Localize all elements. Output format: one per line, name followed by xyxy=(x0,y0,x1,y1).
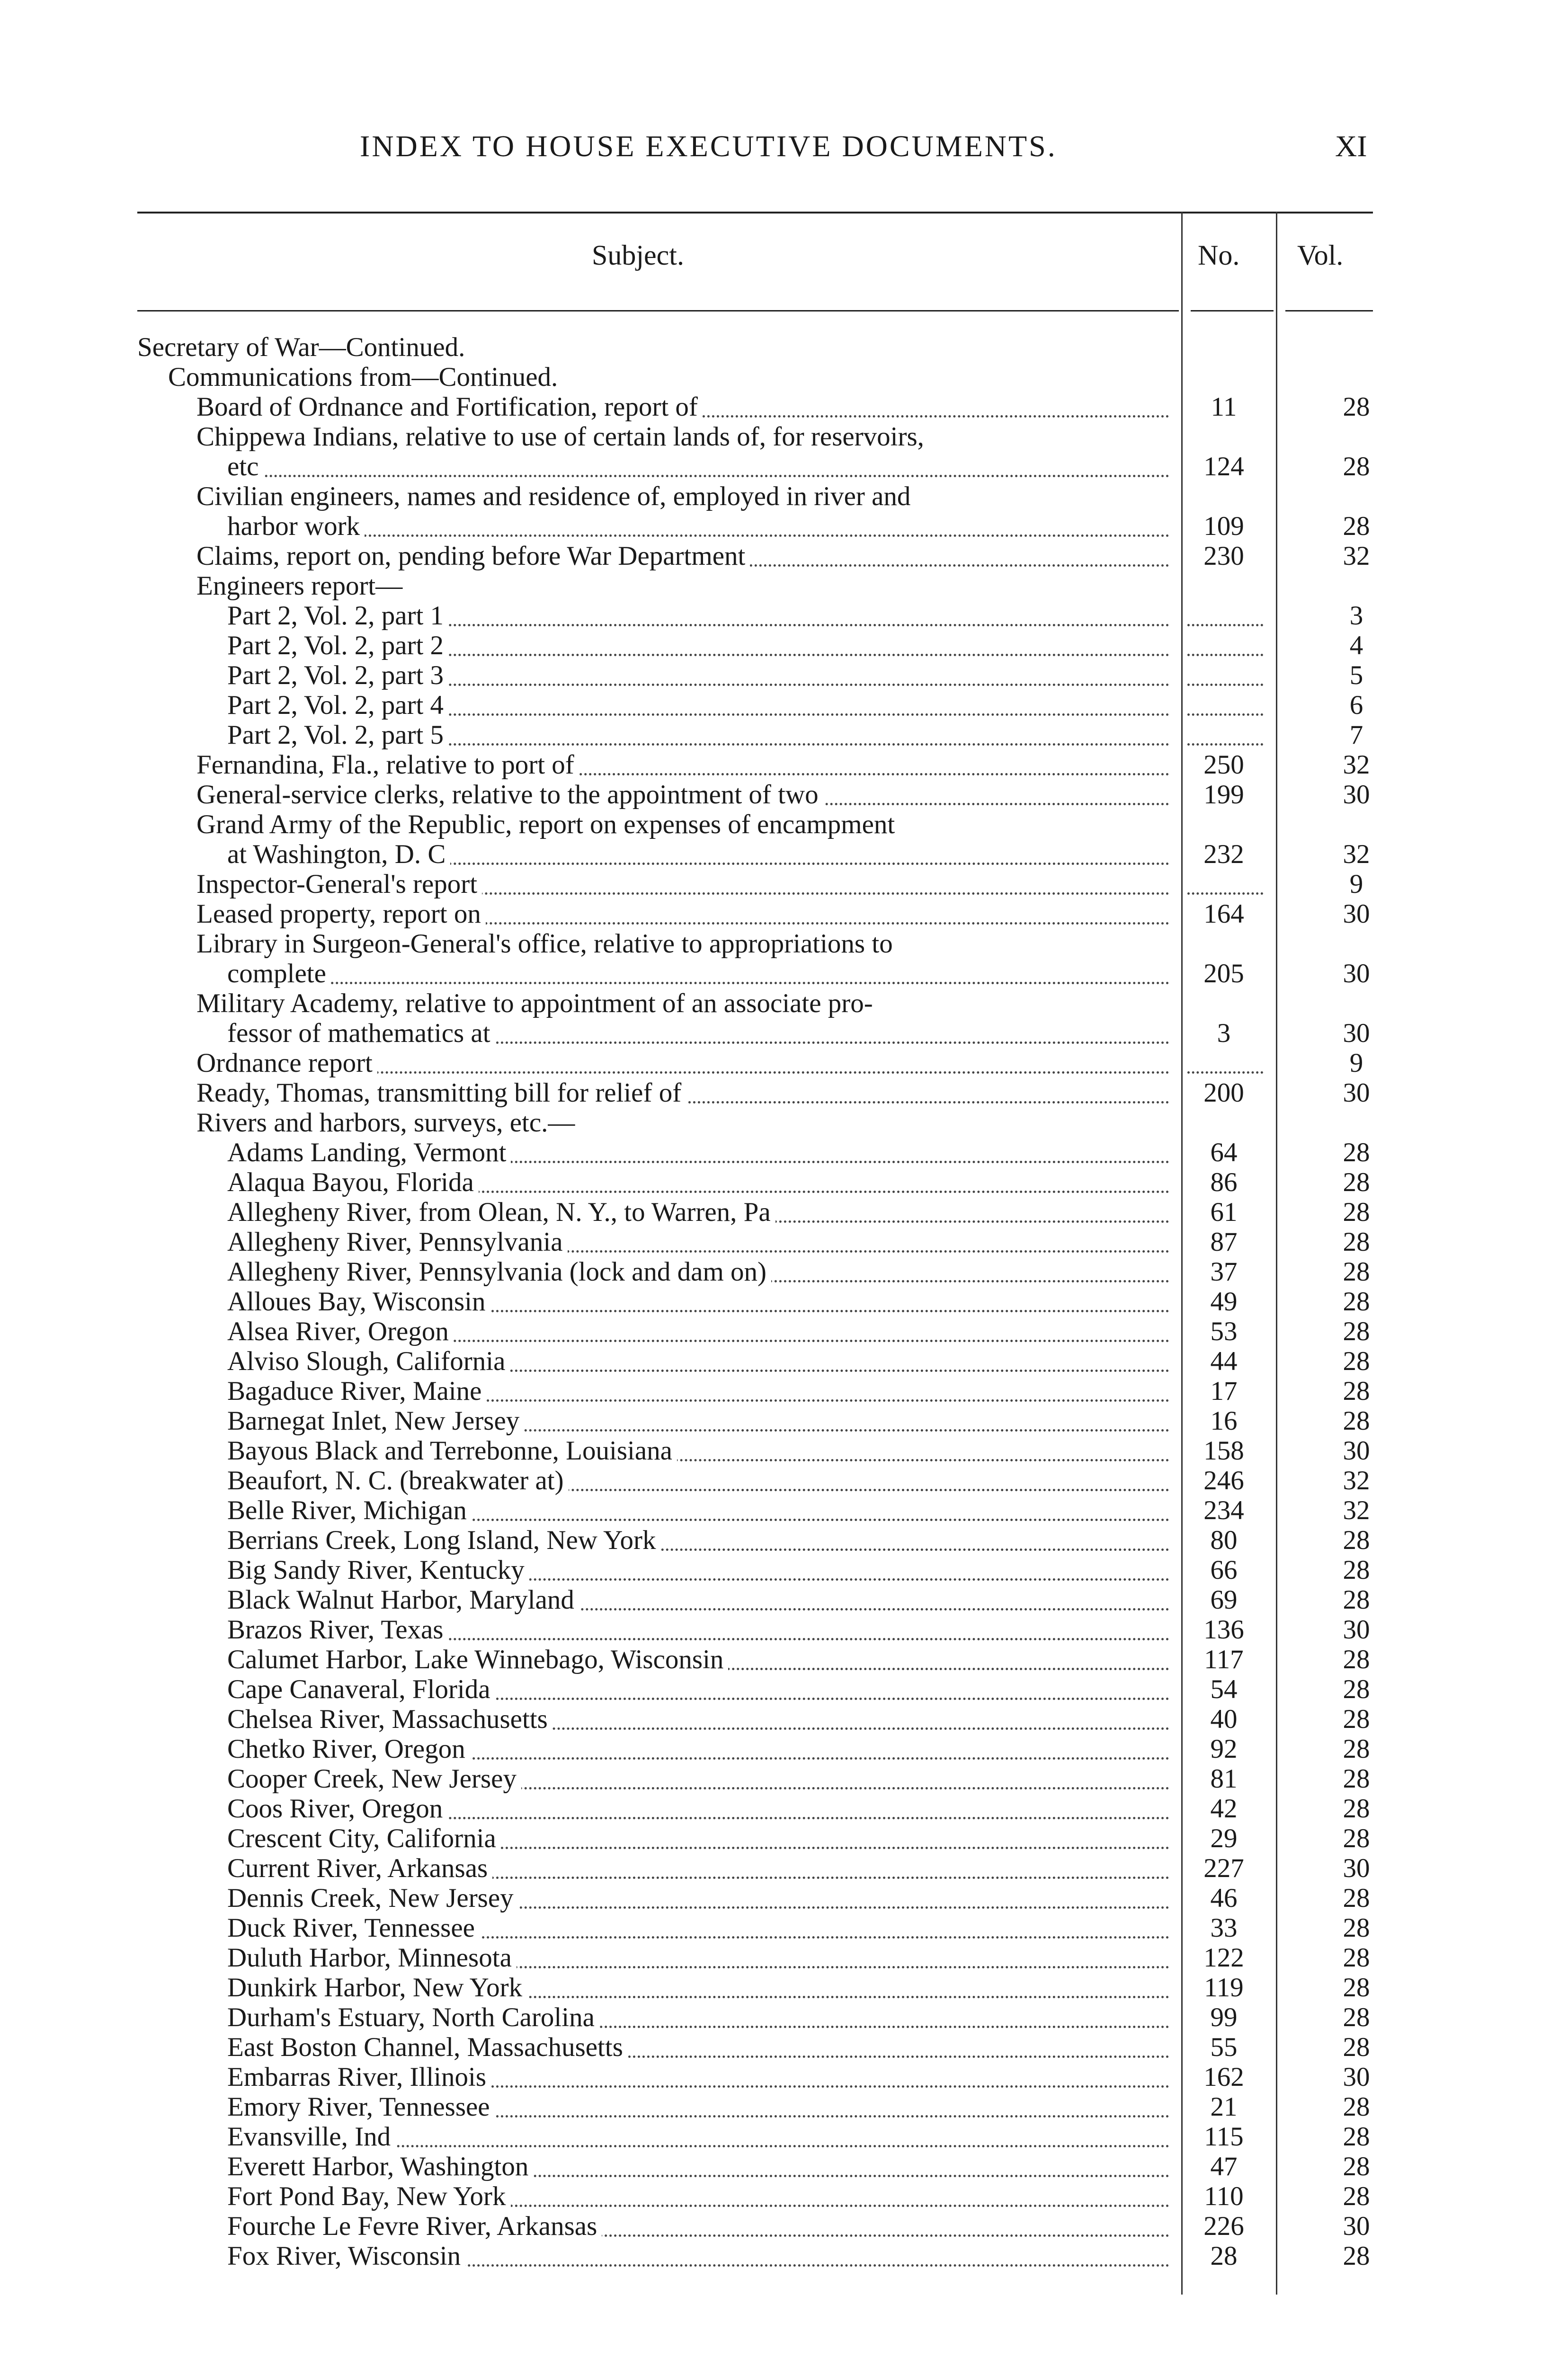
entry-subject: fessor of mathematics at xyxy=(227,1018,495,1048)
entry-volume: 28 xyxy=(1343,2152,1370,2181)
entry-subject: Big Sandy River, Kentucky xyxy=(227,1555,529,1585)
index-row xyxy=(0,1078,1568,1108)
entry-number-blank xyxy=(1187,684,1263,716)
entry-volume: 28 xyxy=(1343,2241,1370,2271)
entry-number: 162 xyxy=(1203,2062,1244,2092)
entry-subject: Civilian engineers, names and residence of, employed in river and xyxy=(196,481,915,511)
entry-subject: Fox River, Wisconsin xyxy=(227,2241,465,2271)
header-rule-vol xyxy=(1285,310,1373,311)
entry-number: 205 xyxy=(1203,959,1244,988)
entry-volume: 30 xyxy=(1343,780,1370,810)
entry-subject: Fernandina, Fla., relative to port of xyxy=(196,750,579,780)
entry-number-blank xyxy=(1187,713,1263,746)
column-header-subject: Subject. xyxy=(592,240,684,271)
entry-volume: 30 xyxy=(1343,899,1370,929)
entry-subject: Allegheny River, from Olean, N. Y., to Warren, Pa xyxy=(227,1197,775,1227)
entry-number: 232 xyxy=(1203,839,1244,869)
entry-volume: 28 xyxy=(1343,1257,1370,1287)
entry-volume: 30 xyxy=(1343,1615,1370,1645)
entry-number: 29 xyxy=(1210,1824,1238,1853)
entry-subject: Alsea River, Oregon xyxy=(227,1317,454,1346)
dot-leader xyxy=(227,505,1169,537)
entry-subject: Embarras River, Illinois xyxy=(227,2062,491,2092)
entry-volume: 28 xyxy=(1343,1883,1370,1913)
entry-volume: 28 xyxy=(1343,1794,1370,1824)
entry-volume: 30 xyxy=(1343,1853,1370,1883)
entry-number: 49 xyxy=(1210,1287,1238,1317)
entry-volume: 28 xyxy=(1343,2122,1370,2152)
entry-volume: 28 xyxy=(1343,1585,1370,1615)
entry-subject: Coos River, Oregon xyxy=(227,1794,447,1824)
entry-subject: Evansville, Ind xyxy=(227,2122,395,2152)
running-head xyxy=(0,129,1568,167)
index-row xyxy=(0,959,1568,988)
index-row xyxy=(0,780,1568,810)
entry-volume: 6 xyxy=(1349,690,1363,720)
entry-number: 80 xyxy=(1210,1525,1238,1555)
entry-volume: 32 xyxy=(1343,1495,1370,1525)
entry-subject: Everett Harbor, Washington xyxy=(227,2152,533,2181)
entry-volume: 28 xyxy=(1343,1645,1370,1674)
entry-subject: Chetko River, Oregon xyxy=(227,1734,470,1764)
dot-leader xyxy=(227,445,1169,477)
entry-subject: Cooper Creek, New Jersey xyxy=(227,1764,521,1794)
entry-subject: Emory River, Tennessee xyxy=(227,2092,495,2122)
entry-subject: Part 2, Vol. 2, part 2 xyxy=(227,631,448,660)
entry-subject: Calumet Harbor, Lake Winnebago, Wisconsin xyxy=(227,1645,728,1674)
page-number: XI xyxy=(1335,129,1367,163)
entry-volume: 28 xyxy=(1343,2092,1370,2122)
entry-number: 53 xyxy=(1210,1317,1238,1346)
entry-volume: 28 xyxy=(1343,1973,1370,2002)
entry-volume: 28 xyxy=(1343,1674,1370,1704)
entry-number: 200 xyxy=(1203,1078,1244,1108)
entry-subject: East Boston Channel, Massachusetts xyxy=(227,2032,628,2062)
entry-number-blank xyxy=(1187,1041,1263,1074)
entry-volume: 32 xyxy=(1343,839,1370,869)
entry-number: 17 xyxy=(1210,1376,1238,1406)
entry-subject: Fort Pond Bay, New York xyxy=(227,2181,511,2211)
index-row xyxy=(0,541,1568,571)
entry-volume: 28 xyxy=(1343,1555,1370,1585)
entry-subject: Barnegat Inlet, New Jersey xyxy=(227,1406,524,1436)
entry-number: 11 xyxy=(1211,392,1237,422)
entry-volume: 28 xyxy=(1343,1824,1370,1853)
entry-number: 119 xyxy=(1204,1973,1244,2002)
entry-volume: 28 xyxy=(1343,1764,1370,1794)
entry-subject: Brazos River, Texas xyxy=(227,1615,448,1645)
entry-volume: 28 xyxy=(1343,1525,1370,1555)
entry-subject: General-service clerks, relative to the appointment of two xyxy=(196,780,823,810)
entry-number: 99 xyxy=(1210,2002,1238,2032)
entry-volume: 32 xyxy=(1343,541,1370,571)
entry-subject: Claims, report on, pending before War Department xyxy=(196,541,750,571)
entry-volume: 28 xyxy=(1343,1167,1370,1197)
entry-subject: Part 2, Vol. 2, part 1 xyxy=(227,601,448,631)
entry-subject: Part 2, Vol. 2, part 5 xyxy=(227,720,448,750)
entry-number: 230 xyxy=(1203,541,1244,571)
entry-volume: 28 xyxy=(1343,1704,1370,1734)
entry-subject: harbor work xyxy=(227,511,365,541)
top-rule xyxy=(137,212,1373,214)
entry-subject: Crescent City, California xyxy=(227,1824,501,1853)
entry-volume: 32 xyxy=(1343,750,1370,780)
entry-number: 3 xyxy=(1217,1018,1231,1048)
entry-subject: Adams Landing, Vermont xyxy=(227,1138,511,1167)
entry-subject: Fourche Le Fevre River, Arkansas xyxy=(227,2211,602,2241)
entry-number: 110 xyxy=(1204,2181,1244,2211)
entry-volume: 32 xyxy=(1343,1466,1370,1495)
entry-number: 87 xyxy=(1210,1227,1238,1257)
entry-number: 54 xyxy=(1210,1674,1238,1704)
index-row xyxy=(0,392,1568,422)
header-rule-no xyxy=(1191,310,1274,311)
entry-subject: Allegheny River, Pennsylvania (lock and dam on) xyxy=(227,1257,771,1287)
entry-subject: Inspector-General's report xyxy=(196,869,482,899)
entry-subject: Bayous Black and Terrebonne, Louisiana xyxy=(227,1436,677,1466)
entry-number: 46 xyxy=(1210,1883,1238,1913)
entry-subject: Duluth Harbor, Minnesota xyxy=(227,1943,517,1973)
entry-volume: 4 xyxy=(1349,631,1363,660)
entry-number: 226 xyxy=(1203,2211,1244,2241)
entry-volume: 30 xyxy=(1343,959,1370,988)
entry-number: 66 xyxy=(1210,1555,1238,1585)
entry-subject: Grand Army of the Republic, report on expenses of encampment xyxy=(196,810,900,839)
running-title: INDEX TO HOUSE EXECUTIVE DOCUMENTS. xyxy=(360,129,1057,163)
entry-volume: 9 xyxy=(1349,1048,1363,1078)
header-rule-subject xyxy=(137,310,1179,311)
entry-volume: 9 xyxy=(1349,869,1363,899)
entry-subject: Berrians Creek, Long Island, New York xyxy=(227,1525,661,1555)
entry-subject: Part 2, Vol. 2, part 3 xyxy=(227,660,448,690)
entry-subject: Dennis Creek, New Jersey xyxy=(227,1883,518,1913)
entry-volume: 28 xyxy=(1343,1317,1370,1346)
entry-number: 250 xyxy=(1203,750,1244,780)
index-row xyxy=(0,332,1568,362)
entry-number: 69 xyxy=(1210,1585,1238,1615)
entry-number: 92 xyxy=(1210,1734,1238,1764)
entry-number: 61 xyxy=(1210,1197,1238,1227)
entry-number: 234 xyxy=(1203,1495,1244,1525)
entry-subject: Communications from—Continued. xyxy=(168,362,562,392)
index-row xyxy=(0,899,1568,929)
entry-subject: Military Academy, relative to appointment of an associate pro- xyxy=(196,988,878,1018)
entry-subject: Board of Ordnance and Fortification, report of xyxy=(196,392,703,422)
entry-volume: 30 xyxy=(1343,1018,1370,1048)
entry-number: 124 xyxy=(1203,452,1244,481)
entry-volume: 3 xyxy=(1349,601,1363,631)
entry-volume: 28 xyxy=(1343,2181,1370,2211)
entry-volume: 28 xyxy=(1343,1138,1370,1167)
entry-number: 81 xyxy=(1210,1764,1238,1794)
entry-volume: 28 xyxy=(1343,1734,1370,1764)
entry-number: 136 xyxy=(1203,1615,1244,1645)
entry-subject: Beaufort, N. C. (breakwater at) xyxy=(227,1466,569,1495)
entry-number: 64 xyxy=(1210,1138,1238,1167)
index-row xyxy=(0,452,1568,481)
entry-volume: 30 xyxy=(1343,2211,1370,2241)
entry-subject: Alaqua Bayou, Florida xyxy=(227,1167,479,1197)
entry-number: 86 xyxy=(1210,1167,1238,1197)
entry-number: 55 xyxy=(1210,2032,1238,2062)
entry-volume: 28 xyxy=(1343,1406,1370,1436)
entry-number: 44 xyxy=(1210,1346,1238,1376)
entry-number: 199 xyxy=(1203,780,1244,810)
entry-volume: 30 xyxy=(1343,2062,1370,2092)
entry-number: 28 xyxy=(1210,2241,1238,2271)
entry-subject: at Washington, D. C xyxy=(227,839,450,869)
entry-number: 117 xyxy=(1204,1645,1244,1674)
entry-subject: Engineers report— xyxy=(196,571,407,601)
column-header-vol: Vol. xyxy=(1297,240,1344,271)
entry-volume: 28 xyxy=(1343,1376,1370,1406)
entry-volume: 28 xyxy=(1343,2032,1370,2062)
entry-number-blank xyxy=(1187,594,1263,626)
entry-subject: Leased property, report on xyxy=(196,899,486,929)
entry-subject: Alviso Slough, California xyxy=(227,1346,510,1376)
entry-volume: 28 xyxy=(1343,1346,1370,1376)
entry-volume: 28 xyxy=(1343,1227,1370,1257)
entry-subject: Bagaduce River, Maine xyxy=(227,1376,486,1406)
entry-volume: 7 xyxy=(1349,720,1363,750)
entry-number-blank xyxy=(1187,624,1263,656)
entry-volume: 28 xyxy=(1343,452,1370,481)
entry-subject: Allegheny River, Pennsylvania xyxy=(227,1227,568,1257)
column-header-no: No. xyxy=(1198,240,1240,271)
entry-subject: Chelsea River, Massachusetts xyxy=(227,1704,552,1734)
entry-subject: Secretary of War—Continued. xyxy=(137,332,470,362)
entry-volume: 5 xyxy=(1349,660,1363,690)
entry-subject: complete xyxy=(227,959,331,988)
entry-number: 109 xyxy=(1203,511,1244,541)
entry-volume: 28 xyxy=(1343,511,1370,541)
entry-number: 42 xyxy=(1210,1794,1238,1824)
entry-volume: 28 xyxy=(1343,1197,1370,1227)
entry-volume: 28 xyxy=(1343,392,1370,422)
entry-subject: Belle River, Michigan xyxy=(227,1495,472,1525)
entry-volume: 30 xyxy=(1343,1078,1370,1108)
index-row xyxy=(0,2241,1568,2271)
entry-number: 246 xyxy=(1203,1466,1244,1495)
entry-number: 21 xyxy=(1210,2092,1238,2122)
entry-volume: 28 xyxy=(1343,2002,1370,2032)
entry-volume: 28 xyxy=(1343,1287,1370,1317)
entry-volume: 28 xyxy=(1343,1943,1370,1973)
dot-leader xyxy=(227,952,1169,984)
entry-subject: Chippewa Indians, relative to use of certain lands of, for reservoirs, xyxy=(196,422,929,452)
entry-subject: Durham's Estuary, North Carolina xyxy=(227,2002,599,2032)
entry-subject: Ready, Thomas, transmitting bill for relief of xyxy=(196,1078,686,1108)
entry-number: 37 xyxy=(1210,1257,1238,1287)
entry-subject: Alloues Bay, Wisconsin xyxy=(227,1287,490,1317)
entry-number-blank xyxy=(1187,863,1263,895)
entry-subject: Ordnance report xyxy=(196,1048,377,1078)
entry-number: 33 xyxy=(1210,1913,1238,1943)
entry-subject: Black Walnut Harbor, Maryland xyxy=(227,1585,579,1615)
entry-number: 164 xyxy=(1203,899,1244,929)
entry-number: 115 xyxy=(1204,2122,1244,2152)
entry-subject: etc xyxy=(227,452,263,481)
entry-number: 40 xyxy=(1210,1704,1238,1734)
entry-number-blank xyxy=(1187,654,1263,686)
entry-subject: Current River, Arkansas xyxy=(227,1853,492,1883)
entry-subject: Library in Surgeon-General's office, relative to appropriations to xyxy=(196,929,898,959)
entry-subject: Cape Canaveral, Florida xyxy=(227,1674,495,1704)
entry-number: 227 xyxy=(1203,1853,1244,1883)
entry-number: 122 xyxy=(1203,1943,1244,1973)
entry-volume: 30 xyxy=(1343,1436,1370,1466)
entry-number: 158 xyxy=(1203,1436,1244,1466)
entry-subject: Duck River, Tennessee xyxy=(227,1913,480,1943)
entry-number: 47 xyxy=(1210,2152,1238,2181)
entry-number: 16 xyxy=(1210,1406,1238,1436)
entry-volume: 28 xyxy=(1343,1913,1370,1943)
entry-subject: Rivers and harbors, surveys, etc.— xyxy=(196,1108,579,1138)
entry-subject: Dunkirk Harbor, New York xyxy=(227,1973,527,2002)
entry-subject: Part 2, Vol. 2, part 4 xyxy=(227,690,448,720)
